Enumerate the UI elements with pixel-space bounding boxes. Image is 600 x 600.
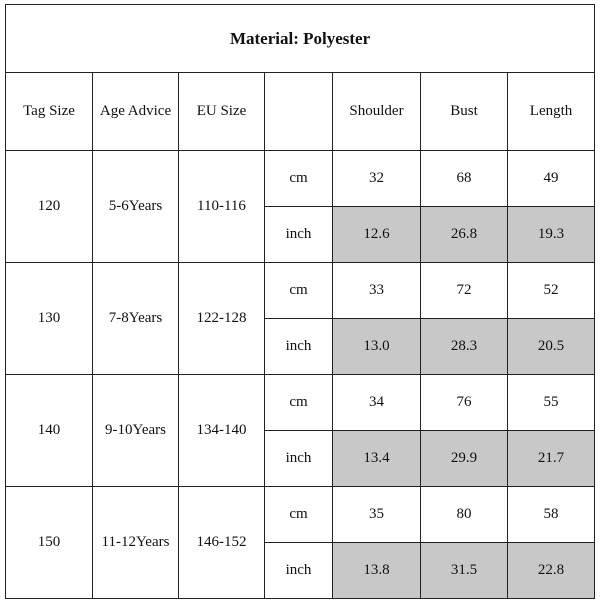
unit-inch-cell: inch xyxy=(265,207,333,263)
size-row-cm xyxy=(6,487,595,543)
shoulder-inch-cell: 13.8 xyxy=(333,543,421,599)
tag-size-cell: 140 xyxy=(6,375,93,487)
length-inch-cell: 19.3 xyxy=(508,207,595,263)
header-tag-size: Tag Size xyxy=(6,73,93,151)
bust-inch-cell: 31.5 xyxy=(421,543,508,599)
tag-size-cell: 150 xyxy=(6,487,93,599)
header-shoulder: Shoulder xyxy=(333,73,421,151)
unit-inch-cell: inch xyxy=(265,543,333,599)
bust-cm-cell: 76 xyxy=(421,375,508,431)
header-bust: Bust xyxy=(421,73,508,151)
age-advice-cell: 9-10Years xyxy=(93,375,179,487)
header-row xyxy=(6,73,595,151)
tag-size-cell: 130 xyxy=(6,263,93,375)
unit-cm-cell: cm xyxy=(265,263,333,319)
length-cm-cell: 58 xyxy=(508,487,595,543)
size-row-cm xyxy=(6,263,595,319)
unit-inch-cell: inch xyxy=(265,319,333,375)
unit-inch-cell: inch xyxy=(265,431,333,487)
length-inch-cell: 21.7 xyxy=(508,431,595,487)
shoulder-inch-cell: 12.6 xyxy=(333,207,421,263)
age-advice-cell: 5-6Years xyxy=(93,151,179,263)
size-table xyxy=(5,4,595,599)
age-advice-cell: 7-8Years xyxy=(93,263,179,375)
shoulder-inch-cell: 13.4 xyxy=(333,431,421,487)
unit-cm-cell: cm xyxy=(265,151,333,207)
bust-cm-cell: 80 xyxy=(421,487,508,543)
header-unit xyxy=(265,73,333,151)
length-cm-cell: 49 xyxy=(508,151,595,207)
shoulder-cm-cell: 35 xyxy=(333,487,421,543)
length-cm-cell: 52 xyxy=(508,263,595,319)
size-row-cm xyxy=(6,375,595,431)
header-length: Length xyxy=(508,73,595,151)
table-title: Material: Polyester xyxy=(6,5,595,73)
shoulder-inch-cell: 13.0 xyxy=(333,319,421,375)
bust-inch-cell: 26.8 xyxy=(421,207,508,263)
shoulder-cm-cell: 33 xyxy=(333,263,421,319)
bust-cm-cell: 72 xyxy=(421,263,508,319)
length-inch-cell: 20.5 xyxy=(508,319,595,375)
unit-cm-cell: cm xyxy=(265,375,333,431)
eu-size-cell: 110-116 xyxy=(179,151,265,263)
size-chart xyxy=(5,4,595,599)
size-row-cm xyxy=(6,151,595,207)
length-cm-cell: 55 xyxy=(508,375,595,431)
title-row xyxy=(6,5,595,73)
eu-size-cell: 146-152 xyxy=(179,487,265,599)
tag-size-cell: 120 xyxy=(6,151,93,263)
header-eu-size: EU Size xyxy=(179,73,265,151)
eu-size-cell: 122-128 xyxy=(179,263,265,375)
length-inch-cell: 22.8 xyxy=(508,543,595,599)
unit-cm-cell: cm xyxy=(265,487,333,543)
bust-cm-cell: 68 xyxy=(421,151,508,207)
bust-inch-cell: 29.9 xyxy=(421,431,508,487)
age-advice-cell: 11-12Years xyxy=(93,487,179,599)
header-age-advice: Age Advice xyxy=(93,73,179,151)
shoulder-cm-cell: 32 xyxy=(333,151,421,207)
shoulder-cm-cell: 34 xyxy=(333,375,421,431)
bust-inch-cell: 28.3 xyxy=(421,319,508,375)
eu-size-cell: 134-140 xyxy=(179,375,265,487)
